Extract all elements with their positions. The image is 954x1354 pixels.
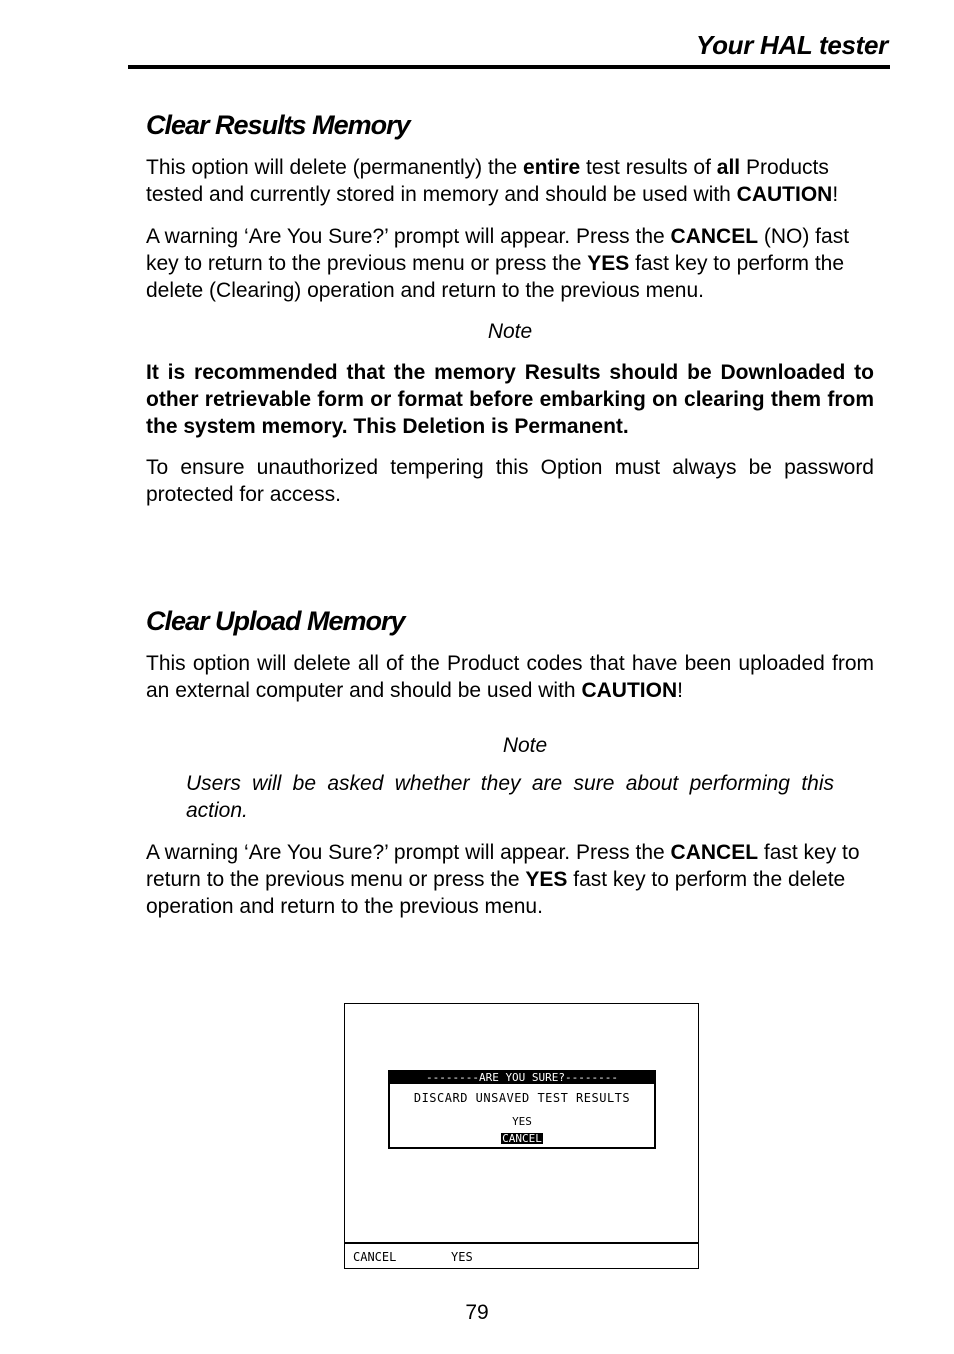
emphasis-cancel: CANCEL — [670, 225, 759, 248]
header-title: Your HAL tester — [696, 30, 888, 60]
paragraph — [146, 650, 874, 704]
paragraph: To ensure unauthorized tempering this Option must always be password protected for access. — [146, 456, 874, 506]
dialog-message: DISCARD UNSAVED TEST RESULTS — [413, 1091, 631, 1105]
text-run: A warning ‘Are You Sure?’ prompt will appear. Press the — [146, 841, 671, 864]
text-run: (NO) fast key to return to the previous menu or press the — [146, 225, 850, 275]
softkey-divider — [345, 1242, 698, 1244]
dialog-title: --------ARE YOU SURE?-------- — [390, 1072, 654, 1084]
text-run: A warning ‘Are You Sure?’ prompt will appear. Press the — [146, 225, 671, 248]
text-run: ! — [677, 679, 683, 702]
softkey-cancel[interactable]: CANCEL — [353, 1250, 397, 1264]
note-title: Note — [487, 320, 533, 343]
text-run: This option will delete all of the Product codes that have been uploaded from an external computer and should be used with — [146, 652, 874, 702]
section-clear-results-memory — [146, 108, 874, 508]
dialog-option-cancel-row — [390, 1127, 654, 1146]
text-run: Products tested and currently stored in memory and should be used with — [146, 156, 829, 206]
emphasis-all: all — [716, 156, 741, 179]
softkey-yes[interactable]: YES — [451, 1250, 473, 1264]
confirm-dialog — [388, 1070, 656, 1149]
dialog-option-cancel[interactable]: CANCEL — [502, 1132, 542, 1145]
text-run: ! — [832, 183, 839, 206]
emphasis-caution: CAUTION — [581, 679, 678, 702]
paragraph — [146, 154, 874, 208]
note-body: It is recommended that the memory Results should be Downloaded to other retrievable form or format before embarking on clearing them from the system memory. This Deletion is Permanent. — [146, 361, 874, 438]
header-rule — [128, 65, 890, 69]
emphasis-cancel: CANCEL — [670, 841, 759, 864]
paragraph — [146, 223, 858, 304]
text-run: test results of — [580, 156, 717, 179]
text-run: This option will delete (permanently) the — [146, 156, 524, 179]
section-heading: Clear Results Memory — [146, 110, 410, 140]
emphasis-entire: entire — [523, 156, 581, 179]
text-run: fast key to return to the previous menu or press the — [146, 841, 860, 891]
section-heading: Clear Upload Memory — [146, 606, 405, 636]
page-number: 79 — [465, 1301, 489, 1324]
dialog-option-yes[interactable]: YES — [512, 1115, 532, 1128]
text-run: fast key to perform the delete operation and return to the previous menu. — [146, 868, 846, 918]
emphasis-yes: YES — [525, 868, 568, 891]
note-body: Users will be asked whether they are sure about performing this action. — [186, 772, 834, 822]
text-run: fast key to perform the delete (Clearing) operation and return to the previous menu. — [146, 252, 845, 302]
emphasis-yes: YES — [587, 252, 630, 275]
paragraph — [146, 839, 874, 920]
section-clear-upload-memory — [146, 604, 874, 920]
tester-lcd-screen — [344, 1003, 699, 1269]
note-title: Note — [502, 734, 548, 757]
emphasis-caution: CAUTION — [736, 183, 833, 206]
